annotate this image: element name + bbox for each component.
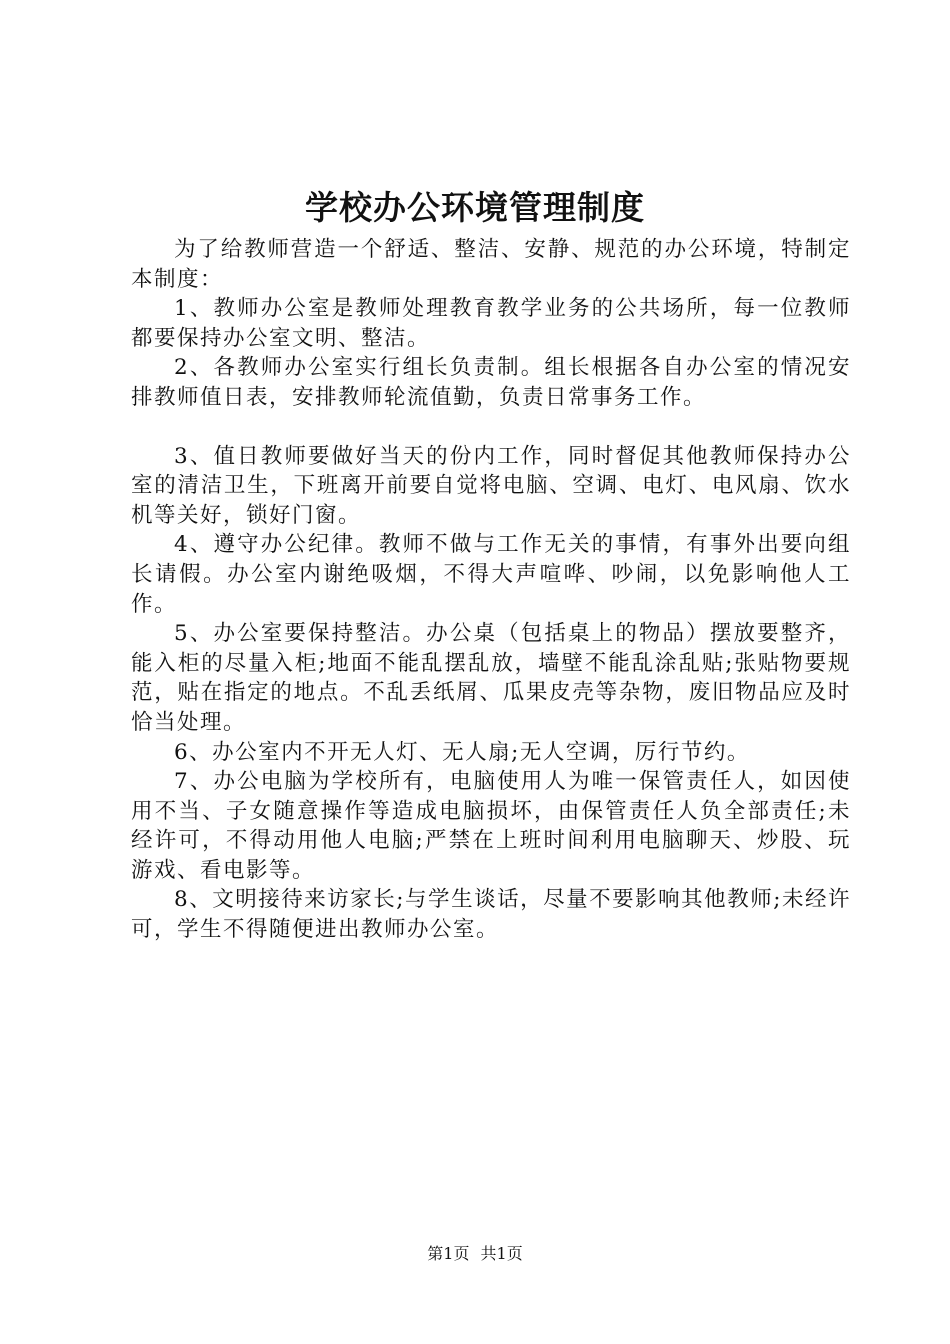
page-number-current: 第1页 <box>427 1244 470 1263</box>
document-title: 学校办公环境管理制度 <box>305 188 645 227</box>
rule-paragraph-3: 3、值日教师要做好当天的份内工作，同时督促其他教师保持办公室的清洁卫生，下班离开前要自觉将电脑、空调、电灯、电风扇、饮水机等关好，锁好门窗。 <box>131 443 851 528</box>
page-number-total: 共1页 <box>480 1244 523 1263</box>
page-footer <box>0 1243 950 1265</box>
intro-paragraph: 为了给教师营造一个舒适、整洁、安静、规范的办公环境，特制定本制度： <box>131 237 851 292</box>
rule-paragraph-1: 1、教师办公室是教师处理教育教学业务的公共场所，每一位教师都要保持办公室文明、整洁。 <box>131 296 851 351</box>
rule-paragraph-4: 4、遵守办公纪律。教师不做与工作无关的事情，有事外出要向组长请假。办公室内谢绝吸烟，不得大声喧哗、吵闹，以免影响他人工作。 <box>131 532 851 617</box>
rule-paragraph-6: 6、办公室内不开无人灯、无人扇;无人空调，厉行节约。 <box>174 739 750 765</box>
rule-paragraph-8: 8、文明接待来访家长;与学生谈话，尽量不要影响其他教师;未经许可，学生不得随便进出教师办公室。 <box>131 887 851 943</box>
rule-paragraph-7: 7、办公电脑为学校所有，电脑使用人为唯一保管责任人，如因使用不当、子女随意操作等造成电脑损坏，由保管责任人负全部责任;未经许可，不得动用他人电脑;严禁在上班时间利用电脑聊天、炒股、玩游戏、看电影等。 <box>131 769 851 883</box>
rule-paragraph-5: 5、办公室要保持整洁。办公桌（包括桌上的物品）摆放要整齐，能入柜的尽量入柜;地面不能乱摆乱放，墙壁不能乱涂乱贴;张贴物要规范，贴在指定的地点。不乱丢纸屑、瓜果皮壳等杂物，废旧物品应及时恰当处理。 <box>131 621 851 735</box>
document-body <box>131 235 851 945</box>
rule-paragraph-2: 2、各教师办公室实行组长负责制。组长根据各自办公室的情况安排教师值日表，安排教师轮流值勤，负责日常事务工作。 <box>131 355 851 410</box>
